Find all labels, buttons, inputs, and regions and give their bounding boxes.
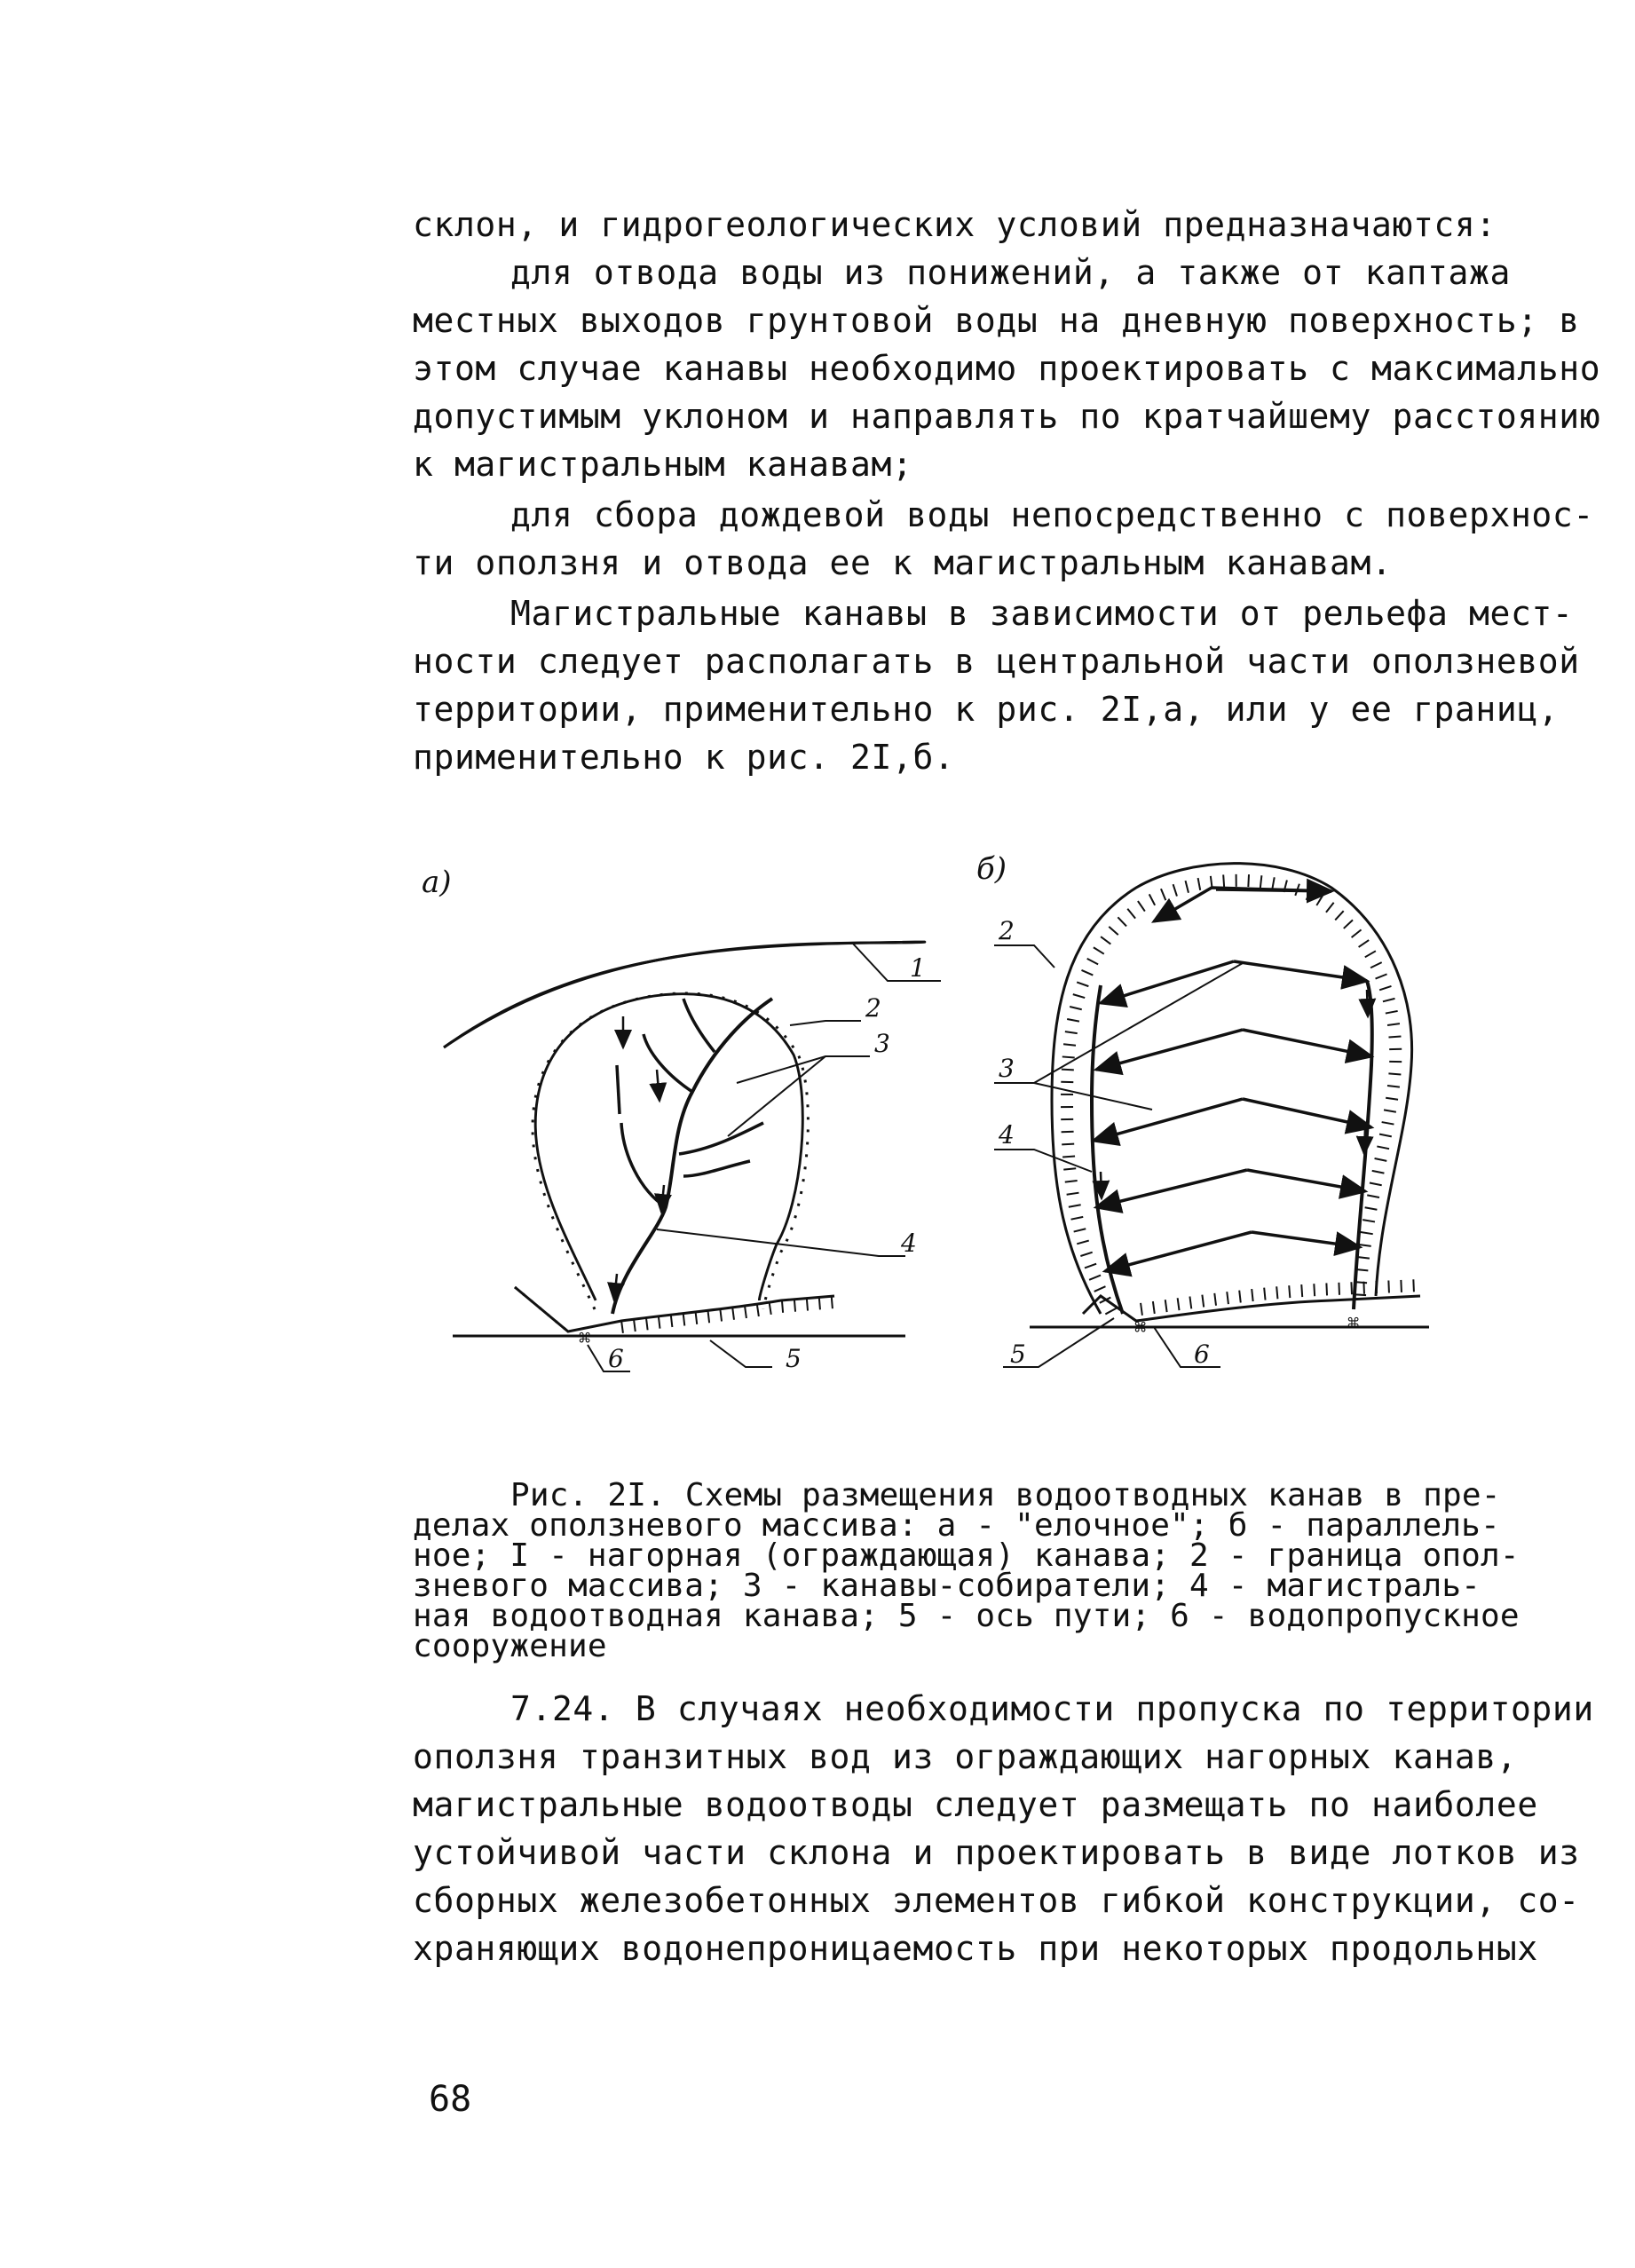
collector-ditch	[683, 999, 715, 1052]
leader-b-2	[994, 945, 1054, 968]
text-line: ти оползня и отвода ее к магистральным канавам.	[413, 543, 1393, 582]
text-line: для отвода воды из понижений, а также от каптажа	[510, 253, 1511, 292]
collector-ditch	[1101, 961, 1234, 1003]
main-drainage-ditch	[612, 999, 772, 1314]
collector-ditch	[1216, 889, 1331, 891]
text-line: 7.24. В случаях необходимости пропуска по территории	[510, 1689, 1594, 1728]
text-line: оползня транзитных вод из ограждающих нагорных канав,	[413, 1737, 1518, 1776]
leader-b-4	[994, 1150, 1092, 1172]
text-line: сборных железобетонных элементов гибкой конструкции, со-	[413, 1881, 1580, 1920]
figure-caption-line: Рис. 2I. Схемы размещения водоотводных канав в пре-	[510, 1477, 1501, 1513]
text-line: к магистральным канавам;	[413, 445, 913, 484]
callout-a-5: 5	[786, 1344, 802, 1373]
text-line: для сбора дождевой воды непосредственно с поверхнос-	[510, 495, 1594, 534]
text-line: Магистральные канавы в зависимости от рельефа мест-	[510, 594, 1574, 633]
callout-b-4: 4	[999, 1120, 1015, 1150]
culvert-mark-b: ⌘	[1347, 1313, 1360, 1335]
callout-b-3: 3	[999, 1054, 1015, 1083]
collector-ditch	[1247, 1170, 1365, 1191]
leader-3b	[728, 1056, 825, 1136]
text-line: устойчивой части склона и проектировать в виде лотков из	[413, 1833, 1580, 1872]
collector-ditch	[1096, 1030, 1243, 1070]
page-number: 68	[429, 2079, 472, 2120]
ground-surface-b	[1083, 1296, 1420, 1321]
text-line: применительно к рис. 2I,б.	[413, 738, 955, 777]
callout-b-5: 5	[1010, 1339, 1026, 1369]
figure-caption-line: зневого массива; 3 - канавы-собиратели; 4 - магистраль-	[413, 1568, 1481, 1604]
collector-ditch	[1096, 1170, 1247, 1207]
text-line: магистральные водоотводы следует размещать по наиболее	[413, 1785, 1538, 1824]
collector-ditch	[1105, 1232, 1252, 1271]
text-line: местных выходов грунтовой воды на дневную поверхность; в	[413, 301, 1580, 340]
collector-ditch	[617, 1065, 620, 1114]
callout-a-6: 6	[608, 1344, 624, 1373]
text-line: территории, применительно к рис. 2I,а, или у ее границ,	[413, 690, 1560, 729]
callout-a-2: 2	[865, 993, 881, 1023]
collector-ditch	[621, 1123, 666, 1207]
collector-ditch	[1252, 1232, 1360, 1247]
callout-a-4: 4	[901, 1229, 917, 1258]
callout-a-1: 1	[910, 953, 926, 983]
leader-2	[790, 1021, 861, 1025]
figure-21	[391, 834, 1562, 1411]
leader-b-6	[1154, 1327, 1220, 1367]
collector-ditch	[1094, 1099, 1243, 1141]
collector-ditch	[1154, 888, 1331, 921]
flow-arrow	[1364, 1127, 1365, 1154]
figure-caption-line: делах оползневого массива: а - "елочное"; б - параллель-	[413, 1507, 1500, 1544]
collector-ditch	[683, 1161, 750, 1176]
leader-1	[852, 943, 941, 981]
figure-caption-line: ная водоотводная канава; 5 - ось пути; 6 - водопропускное	[413, 1598, 1520, 1634]
ground-hatch	[621, 1302, 834, 1327]
culvert-mark-b: ⌘	[1134, 1317, 1147, 1339]
callout-b-6: 6	[1194, 1339, 1210, 1369]
collector-ditch	[644, 1034, 692, 1092]
culvert-mark: ⌘	[579, 1328, 591, 1350]
callout-a-3: 3	[874, 1029, 890, 1058]
collector-ditch	[1243, 1030, 1371, 1056]
text-line: допустимым уклоном и направлять по кратчайшему расстоянию	[413, 397, 1601, 436]
main-drainage-ditch-right	[1354, 981, 1372, 1309]
collector-ditch	[679, 1123, 763, 1154]
panel-b-label: б)	[976, 851, 1007, 887]
collector-ditch	[1243, 1099, 1371, 1127]
figure-caption-line: ное; I - нагорная (ограждающая) канава; 2 - граница опол-	[413, 1537, 1520, 1574]
text-line: храняющих водонепроницаемость при некоторых продольных	[413, 1929, 1538, 1968]
flow-arrow	[1101, 1172, 1102, 1198]
text-line: этом случае канавы необходимо проектировать с максимально	[413, 349, 1601, 388]
figure-drawing	[391, 834, 1562, 1411]
panel-a-label: а)	[422, 865, 452, 900]
text-line: ности следует располагать в центральной части оползневой	[413, 642, 1580, 681]
landslide-boundary-ticks	[533, 993, 808, 1309]
flow-arrow	[661, 1185, 664, 1212]
landslide-boundary	[535, 994, 802, 1300]
text-line: склон, и гидрогеологических условий предназначаются:	[413, 205, 1497, 244]
collector-ditch	[1234, 961, 1367, 981]
flow-arrow	[657, 1070, 660, 1101]
landslide-boundary-b-ticks	[1067, 881, 1395, 1312]
figure-caption-line: сооружение	[413, 1628, 607, 1664]
leader-5	[710, 1340, 772, 1367]
flow-arrow	[1367, 990, 1368, 1016]
ground-surface	[515, 1287, 834, 1332]
callout-b-2: 2	[999, 916, 1015, 945]
